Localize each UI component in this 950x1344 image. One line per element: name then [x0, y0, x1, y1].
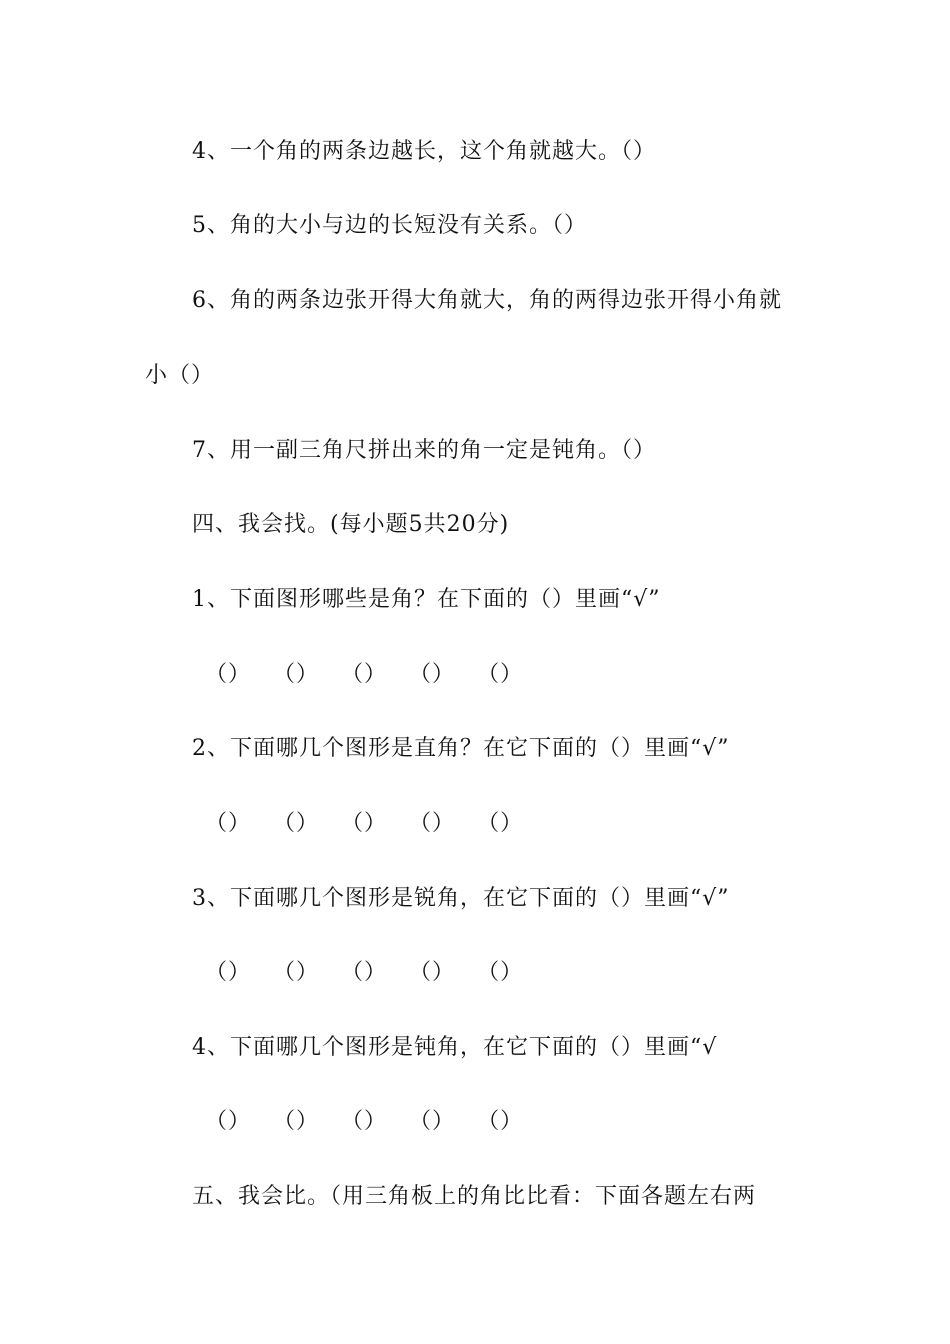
answer-blank: （）	[341, 662, 388, 687]
answer-blank: （）	[205, 811, 252, 836]
question-3-4: 4、一个角的两条边越长，这个角就越大。（）	[192, 139, 656, 164]
question-3-5: 5、角的大小与边的长短没有关系。（）	[192, 213, 587, 238]
question-4-1: 1、下面图形哪些是角？在下面的（）里画“√”	[192, 587, 661, 612]
answer-row-4	[205, 1107, 545, 1137]
answer-row-2	[205, 809, 545, 839]
answer-blank: （）	[409, 960, 456, 985]
answer-blank: （）	[409, 1109, 456, 1134]
question-3-6-line1: 6、角的两条边张开得大角就大，角的两得边张开得小角就	[192, 288, 782, 313]
section-4-title: 四、我会找。(每小题5共20分)	[192, 512, 510, 537]
answer-blank: （）	[341, 1109, 388, 1134]
answer-blank: （）	[205, 960, 252, 985]
answer-blank: （）	[477, 1109, 524, 1134]
question-3-7: 7、用一副三角尺拼出来的角一定是钝角。（）	[192, 438, 656, 463]
answer-blank: （）	[477, 811, 524, 836]
answer-blank: （）	[205, 1109, 252, 1134]
answer-blank: （）	[477, 960, 524, 985]
answer-blank: （）	[477, 662, 524, 687]
answer-blank: （）	[341, 811, 388, 836]
question-4-2: 2、下面哪几个图形是直角？在它下面的（）里画“√”	[192, 736, 730, 761]
answer-blank: （）	[205, 662, 252, 687]
answer-blank: （）	[273, 811, 320, 836]
answer-blank: （）	[409, 662, 456, 687]
section-5-title: 五、我会比。（用三角板上的角比比看：下面各题左右两	[192, 1184, 757, 1209]
question-3-6-line2: 小（）	[145, 363, 215, 388]
answer-blank: （）	[273, 960, 320, 985]
question-4-3: 3、下面哪几个图形是锐角，在它下面的（）里画“√”	[192, 886, 730, 911]
answer-row-3	[205, 958, 545, 988]
answer-row-1	[205, 660, 545, 690]
answer-blank: （）	[273, 662, 320, 687]
answer-blank: （）	[409, 811, 456, 836]
answer-blank: （）	[273, 1109, 320, 1134]
answer-blank: （）	[341, 960, 388, 985]
question-4-4: 4、下面哪几个图形是钝角，在它下面的（）里画“√	[192, 1035, 718, 1060]
